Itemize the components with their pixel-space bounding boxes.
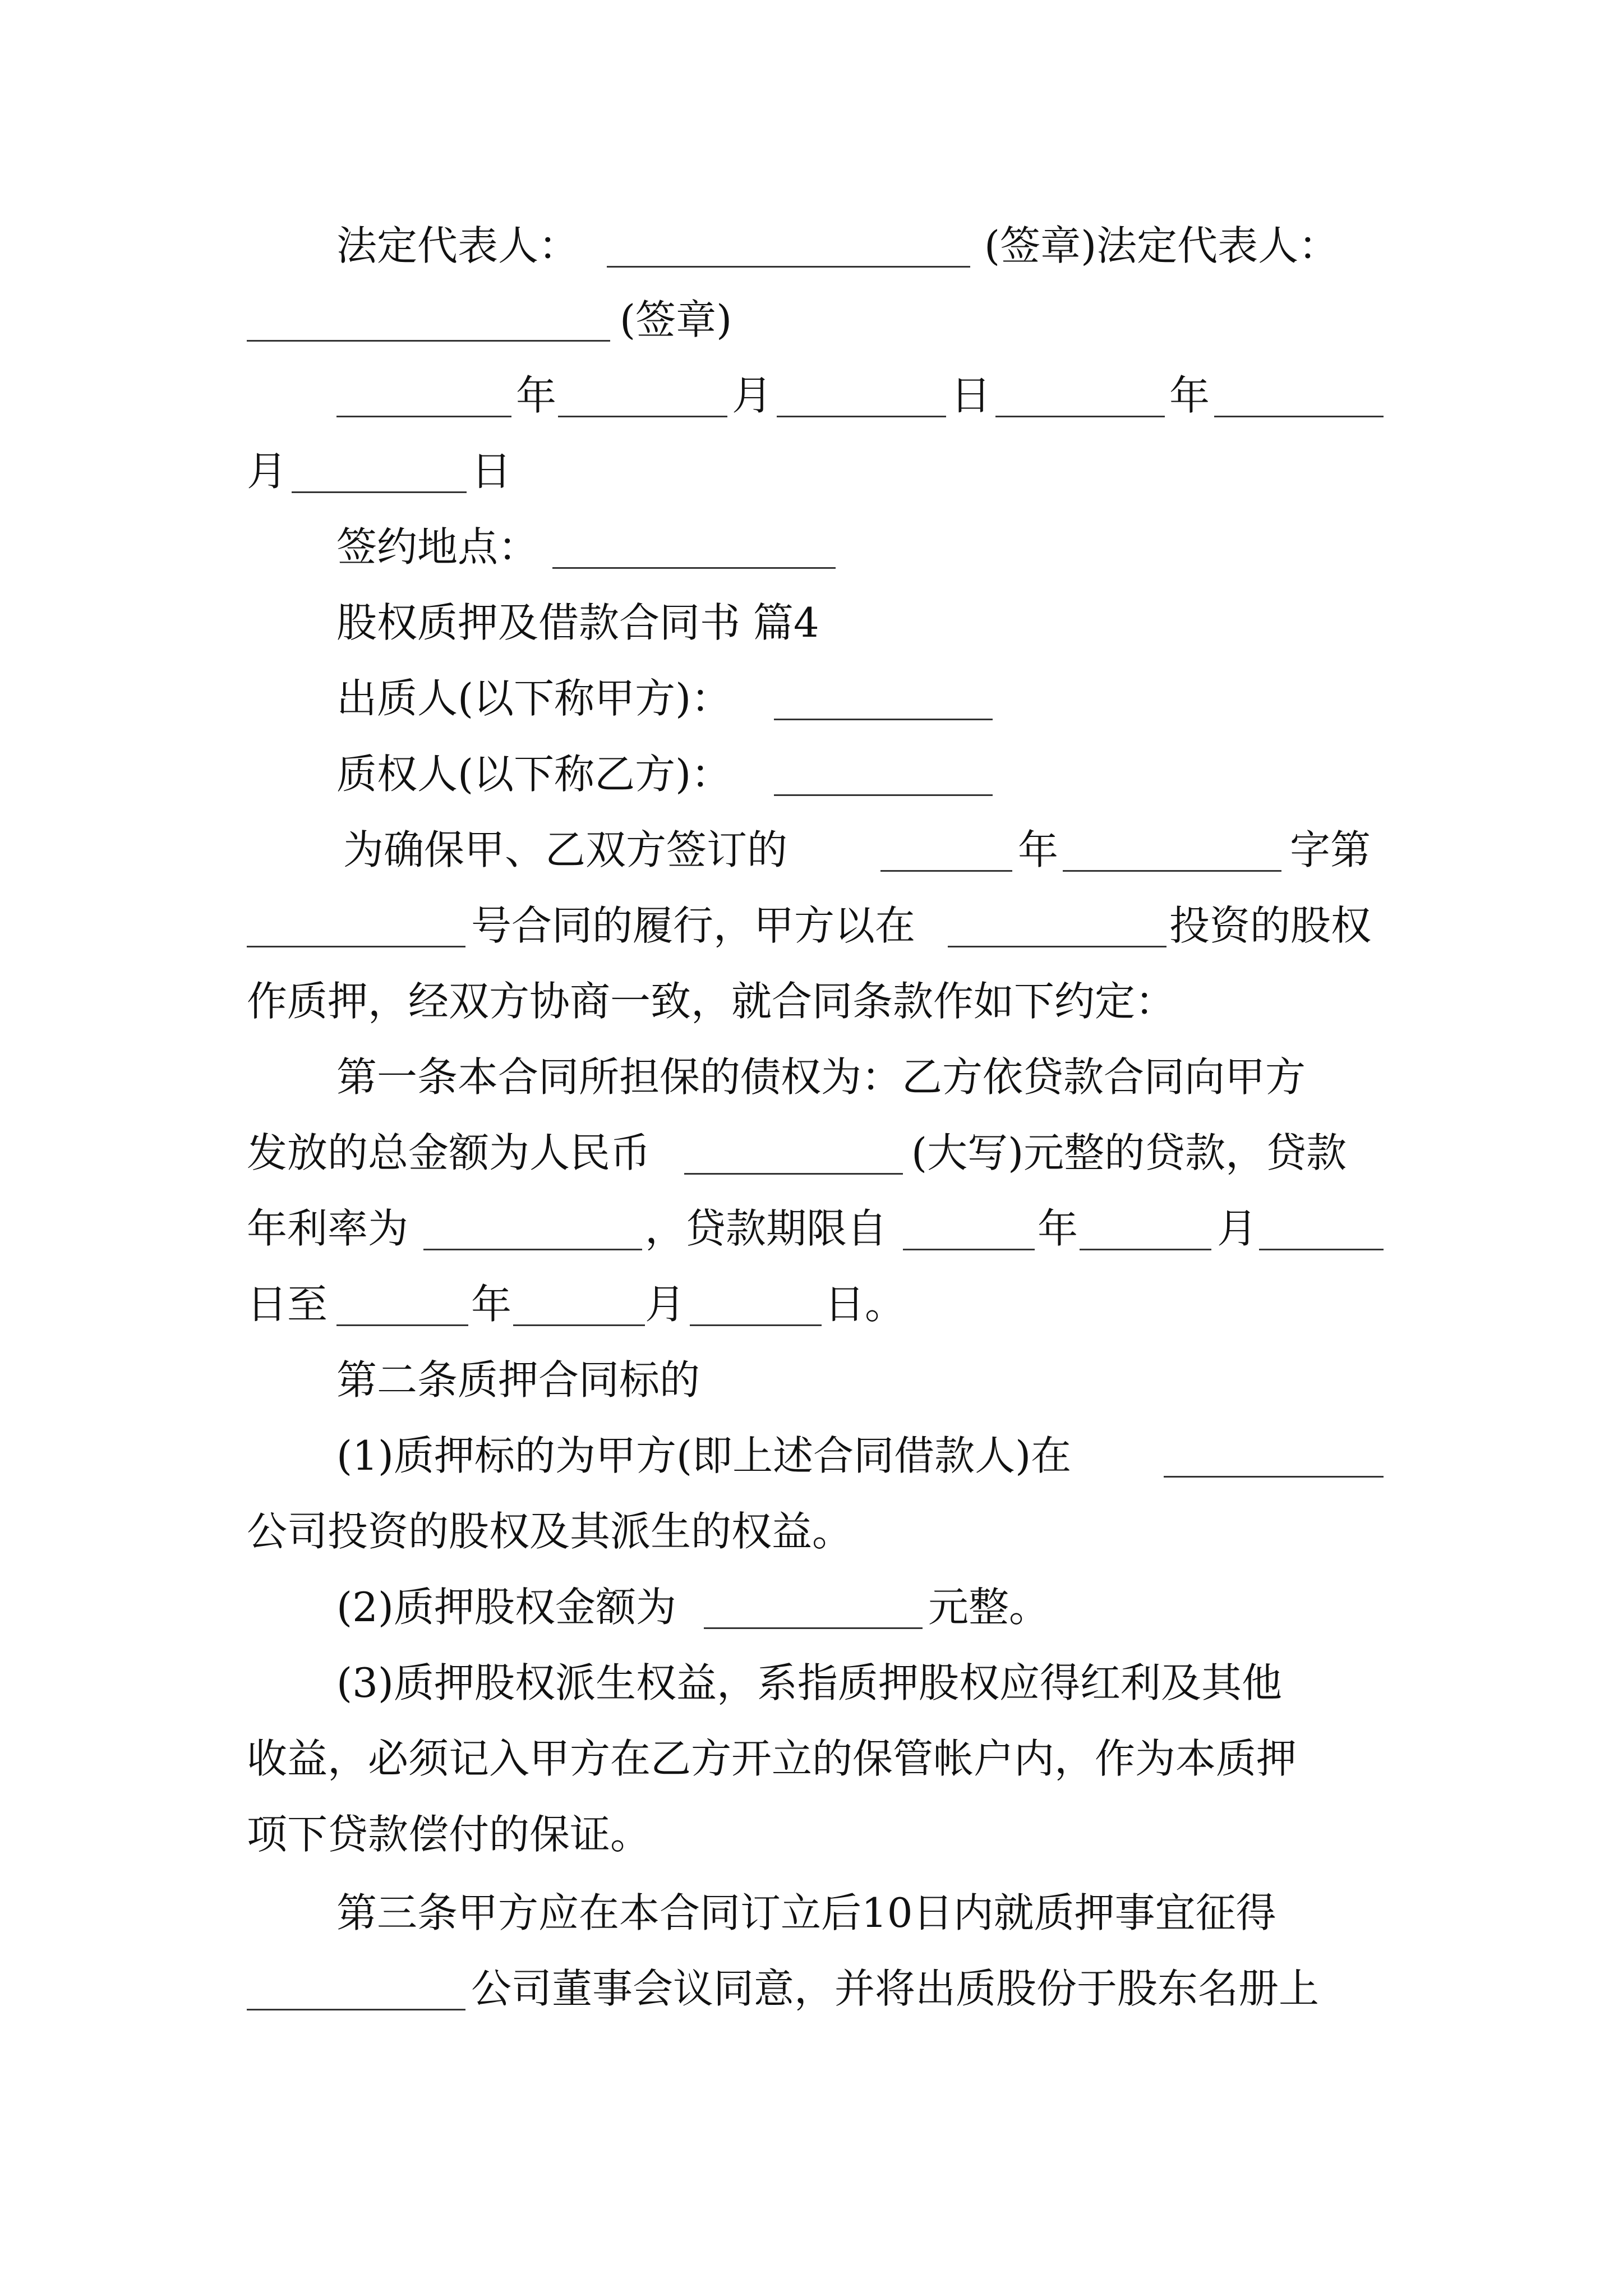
blank-line	[247, 340, 610, 342]
text-segment: 字第	[1290, 826, 1371, 873]
text-segment: 作质押，经双方协商一致，就合同条款作如下约定：	[247, 978, 1176, 1025]
text-line	[0, 659, 1623, 738]
blank-line	[704, 1627, 923, 1629]
blank-line	[552, 567, 836, 569]
text-segment: 元整。	[928, 1584, 1050, 1631]
blank-line	[995, 416, 1165, 417]
blank-line	[903, 1249, 1035, 1250]
text-segment: 年利率为	[247, 1205, 409, 1252]
text-segment: 日。	[824, 1281, 906, 1328]
text-line	[0, 735, 1623, 813]
text-segment: (签章)法定代表人：	[984, 222, 1339, 269]
text-segment: (大写)元整的贷款，贷款	[911, 1129, 1347, 1176]
blank-line	[607, 266, 970, 268]
text-segment: 为确保甲、乙双方签订的	[343, 826, 788, 873]
text-segment: 公司投资的股权及其派生的权益。	[247, 1508, 853, 1555]
blank-line	[880, 870, 1012, 872]
text-segment: 月	[645, 1281, 686, 1328]
text-segment: 质权人(以下称乙方)：	[336, 751, 732, 798]
text-segment: 股权质押及借款合同书 篇4	[336, 599, 819, 646]
blank-line	[247, 946, 465, 947]
text-segment: 年	[1038, 1205, 1078, 1252]
text-segment: (2)质押股权金额为	[336, 1584, 676, 1631]
text-segment: 年	[471, 1281, 512, 1328]
blank-line	[774, 719, 993, 720]
text-segment: 年	[1018, 826, 1059, 873]
text-segment: 月	[247, 448, 288, 495]
text-line	[0, 508, 1623, 586]
text-line	[0, 1416, 1623, 1495]
blank-line	[1214, 416, 1384, 417]
text-segment: (3)质押股权派生权益，系指质押股权应得红利及其他	[336, 1659, 1282, 1706]
blank-line	[777, 416, 946, 417]
text-segment: 日	[951, 372, 992, 419]
blank-line	[1063, 870, 1281, 872]
text-segment: 日至	[247, 1281, 328, 1328]
text-segment: 月	[732, 372, 773, 419]
text-line	[0, 962, 1623, 1041]
blank-line	[684, 1173, 903, 1175]
text-line	[0, 432, 1623, 510]
text-segment: 年	[516, 372, 557, 419]
text-segment: 第一条本合同所担保的债权为：乙方依贷款合同向甲方	[336, 1053, 1306, 1101]
blank-line	[1259, 1249, 1384, 1250]
text-line	[0, 280, 1623, 359]
text-line	[0, 1492, 1623, 1571]
text-segment: 号合同的履行，甲方以在	[471, 902, 916, 949]
blank-line	[1080, 1249, 1211, 1250]
blank-line	[774, 794, 993, 796]
text-segment: 发放的总金额为人民币	[247, 1129, 651, 1176]
text-segment: 日	[471, 448, 512, 495]
blank-line	[423, 1249, 642, 1250]
text-segment: 收益，必须记入甲方在乙方开立的保管帐户内，作为本质押	[247, 1735, 1297, 1782]
blank-line	[558, 416, 727, 417]
text-segment: (1)质押标的为甲方(即上述合同借款人)在	[336, 1432, 1072, 1479]
text-segment: 第三条甲方应在本合同订立后10日内就质押事宜征得	[336, 1889, 1276, 1936]
text-segment: 公司董事会议同意，并将出质股份于股东名册上	[471, 1965, 1320, 2012]
text-line	[0, 1949, 1623, 2028]
text-segment: 出质人(以下称甲方)：	[336, 675, 732, 722]
text-segment: (签章)	[620, 296, 732, 343]
text-line	[0, 1114, 1623, 1192]
text-line	[0, 1719, 1623, 1798]
text-line	[0, 1341, 1623, 1419]
text-line	[0, 811, 1623, 889]
text-line	[0, 1795, 1623, 1874]
blank-line	[336, 1324, 468, 1326]
text-line	[0, 1568, 1623, 1646]
text-line	[0, 886, 1623, 965]
text-segment: 投资的股权	[1169, 902, 1372, 949]
text-line	[0, 1874, 1623, 1952]
blank-line	[292, 491, 467, 493]
text-segment: 项下贷款偿付的保证。	[247, 1811, 651, 1858]
text-segment: 月	[1217, 1205, 1258, 1252]
text-segment: 法定代表人：	[336, 222, 579, 269]
text-line	[0, 356, 1623, 435]
text-segment: 第二条质押合同标的	[336, 1356, 700, 1404]
blank-line	[513, 1324, 645, 1326]
text-segment: ，贷款期限自	[645, 1205, 888, 1252]
blank-line	[336, 416, 511, 417]
text-segment: 签约地点：	[336, 523, 539, 570]
text-line	[0, 206, 1623, 285]
text-segment: 年	[1169, 372, 1210, 419]
text-line	[0, 1644, 1623, 1722]
blank-line	[1164, 1476, 1384, 1478]
blank-line	[690, 1324, 822, 1326]
text-line	[0, 1189, 1623, 1268]
blank-line	[948, 946, 1166, 947]
text-line	[0, 1265, 1623, 1343]
section-heading	[0, 583, 1623, 662]
blank-line	[247, 2009, 465, 2010]
text-line	[0, 1038, 1623, 1116]
